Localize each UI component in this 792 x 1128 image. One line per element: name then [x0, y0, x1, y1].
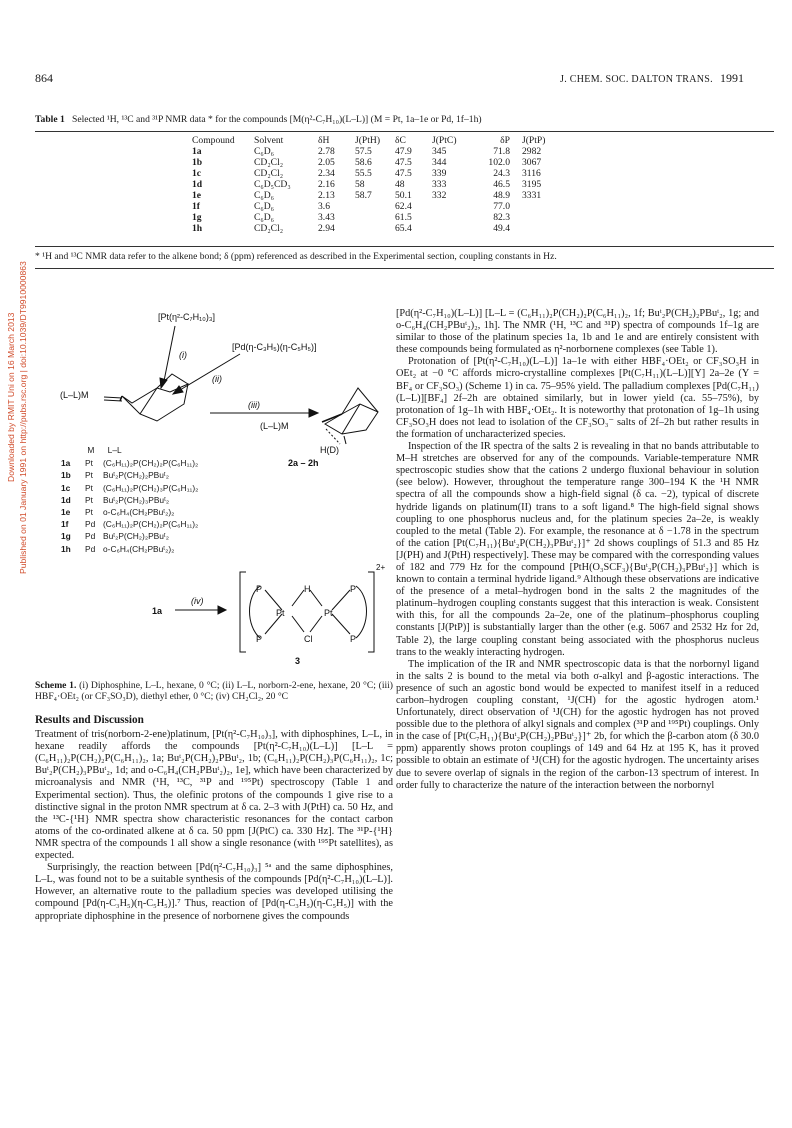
compound-metal: Pd — [85, 519, 96, 530]
table-cell — [522, 212, 562, 223]
table-cell — [522, 223, 562, 234]
compound-metal: Pt — [85, 482, 93, 493]
arrow-head — [309, 409, 318, 417]
arrow-ii — [180, 354, 240, 390]
scheme-caption-text: (i) Diphosphine, L–L, hexane, 0 °C; (ii) L–L, norborn-2-ene, hexane, 20 °C; (iii) HBF₄·OEt₂ (or CF₃SO₃D), diethyl ether, 0 °C; (iv) CH₂Cl₂, 20 °C — [35, 680, 394, 702]
compound-key: 1a — [61, 458, 71, 469]
list-item — [61, 494, 198, 506]
table-caption-text: Selected ¹H, ¹³C and ³¹P NMR data * for the compounds [M(η²-C₇H₁₀)(L–L)] (M = Pt, 1a–1e or Pd, 1f–1h) — [71, 114, 482, 125]
dimer-atom: P — [256, 584, 263, 594]
table-cell: 65.4 — [395, 223, 412, 234]
table-footnote: * ¹H and ¹³C NMR data refer to the alkene bond; δ (ppm) referenced as described in the Experimental section, coupling constants in Hz. — [35, 251, 557, 262]
table-cell: 55.5 — [355, 168, 372, 179]
table-cell: 50.1 — [395, 190, 412, 201]
table-cell: C₆D₆ — [254, 190, 275, 201]
table-cell: 1h — [192, 223, 203, 234]
table-cell: 71.8 — [493, 146, 510, 157]
list-ll-header: L–L — [107, 445, 122, 455]
section-heading: Results and Discussion — [35, 714, 144, 726]
table-cell: C₆D₆ — [254, 212, 275, 223]
hd-label: H(D) — [320, 445, 339, 455]
table-row — [192, 179, 562, 190]
table-cell: 49.4 — [493, 223, 510, 234]
table-cell — [432, 212, 472, 223]
table-cell: 1d — [192, 179, 203, 190]
table-cell: 1c — [192, 168, 202, 179]
table-cell: 61.5 — [395, 212, 412, 223]
table-cell: 48 — [395, 179, 405, 190]
list-item — [61, 543, 198, 555]
table-row — [192, 201, 562, 212]
table-row — [192, 212, 562, 223]
table-cell — [432, 201, 472, 212]
compound-ligand: o-C₆H₄(CH₂PBuᵗ₂)₂ — [103, 543, 175, 554]
table-cell: 2.78 — [318, 146, 335, 157]
table-row — [192, 223, 562, 234]
dimer-atom: P — [256, 634, 263, 644]
table-cell: 339 — [432, 168, 447, 179]
table-cell: 46.5 — [493, 179, 510, 190]
table-cell: 47.5 — [395, 157, 412, 168]
table-cell: 1e — [192, 190, 202, 201]
product-1a-label: 1a — [152, 606, 163, 616]
table-cell — [432, 223, 472, 234]
dimer-atom: H — [304, 584, 311, 594]
table-cell: 345 — [432, 146, 447, 157]
dimer-atom: P — [350, 634, 357, 644]
paragraph: Inspection of the IR spectra of the salts 2 is revealing in that no bands attributable to M–H stretches are observed for any of the compounds. Variable-temperature NMR spectroscopic studies show that the cations 2 undergo fluxional behaviour in solution (see below). However, throughout the temperature range 300–194 K the ¹H NMR spectra of all the compounds show a high-field signal (δ ca. −2), typical of discrete hydride ligands on platinum(II) trans to a soft ligand.⁸ The high-field signal shows coupling to one phosphorus nucleus and, for the platinum species 2a–2e, is weakly coupled to the metal (Table 2). For example, the resonance at δ −1.78 in the spectrum of the cation [Pt(C₇H₁₁){Buᵗ₂P(CH₂)₃PBuᵗ₂}]⁺ 2d shows couplings of 51.3 and 85 Hz [J(PH) and J(PtH) respectively]. These may be compared with the corresponding values of 182 and 779 Hz for the compound [PtH(O₃SCF₃){Buᵗ₂P(CH₂)₃PBuᵗ₂}] which is known to contain a terminal hydride ligand.⁹ Although these observations are indicative of the presence of a metal–hydrogen bond in the salts 2 the magnitudes of the platinum–hydrogen coupling constants suggest that this interaction is weak. Consistent with this, for all the compounds 2a–2e, one of the platinum–phosphorus coupling constants [J(PtP)] is substantially larger than the other (e.g. 5067 and 2532 Hz for 2d, Table 2), the large coupling constant being associated with the phosphorus nucleus trans to the weakly interacting hydrogen. — [396, 441, 759, 658]
compound-metal: Pt — [85, 458, 93, 469]
table-top-rule — [35, 131, 774, 132]
col-header: δP — [500, 135, 510, 146]
compound-metal: Pd — [85, 543, 96, 554]
list-item — [61, 457, 198, 469]
table-cell: 3.43 — [318, 212, 335, 223]
table-cell: 82.3 — [493, 212, 510, 223]
compound-ligand: (C₆H₁₁)₂P(CH₂)₂P(C₆H₁₁)₂ — [103, 519, 199, 530]
table-cell: 24.3 — [493, 168, 510, 179]
table-cell: 47.5 — [395, 168, 412, 179]
list-item — [61, 506, 198, 518]
list-item — [61, 518, 198, 530]
table-cell: CD₂Cl₂ — [254, 223, 284, 234]
table-cell: 48.9 — [493, 190, 510, 201]
table-cell: 3067 — [522, 157, 542, 168]
scheme-caption-label: Scheme 1. — [35, 680, 77, 691]
norbornene-left — [104, 374, 188, 421]
journal-name: J. CHEM. SOC. DALTON TRANS. — [560, 74, 713, 85]
compound-key: 1g — [61, 531, 71, 542]
table-cell: 3331 — [522, 190, 542, 201]
step-i-label: (i) — [179, 350, 187, 360]
left-complex-label: (L–L)M — [60, 390, 89, 400]
step-iii-label: (iii) — [248, 400, 260, 410]
pt-reagent-label: [Pt(η²-C₇H₁₀)₃] — [158, 312, 216, 322]
charge-label: 2+ — [376, 563, 386, 572]
table-row — [192, 190, 562, 201]
table-cell: 2.94 — [318, 223, 335, 234]
step-ii-label: (ii) — [212, 374, 222, 384]
col-header: δC — [395, 135, 406, 146]
table-cell: 344 — [432, 157, 447, 168]
doi-watermark: Published on 01 January 1991 on http://pubs.rsc.org | doi:10.1039/DT9910000863 — [18, 261, 28, 574]
dimer-atom: P — [350, 584, 357, 594]
table-cell: 102.0 — [488, 157, 510, 168]
table-cell: 58.7 — [355, 190, 372, 201]
paragraph: [Pd(η²-C₇H₁₀)(L–L)] [L–L = (C₆H₁₁)₂P(CH₂)₂P(C₆H₁₁)₂, 1f; Buᵗ₂P(CH₂)₂PBuᵗ₂, 1g; and o-C₆H₄(CH₂PBuᵗ₂)₂, 1h]. The NMR (¹H, ¹³C and ³¹P) spectra of compounds 1f–1g are similar to those of the platinum species 1a, 1b and 1e and are entirely consistent with these compounds being formulated as η²-norbornene complexes (see Table 1). — [396, 308, 759, 356]
table-cell: CD₂Cl₂ — [254, 157, 284, 168]
table-cell: C₆D₅CD₃ — [254, 179, 291, 190]
table-row — [192, 168, 562, 179]
table-cell: 62.4 — [395, 201, 412, 212]
norbornyl-right — [322, 388, 378, 444]
col-header: J(PtH) — [355, 135, 381, 146]
pd-reagent-label: [Pd(η-C₃H₅)(η-C₅H₅)] — [232, 342, 317, 352]
compound-ligand: o-C₆H₄(CH₂PBuᵗ₂)₂ — [103, 507, 175, 518]
table-cell — [355, 223, 395, 234]
table-end-rule — [35, 268, 774, 269]
table-cell: 1a — [192, 146, 202, 157]
table-cell: 2.34 — [318, 168, 335, 179]
table-cell: 2982 — [522, 146, 542, 157]
table-row — [192, 157, 562, 168]
list-item — [61, 530, 198, 542]
col-header: Solvent — [254, 135, 284, 146]
table-cell: 2.05 — [318, 157, 335, 168]
list-m-header: M — [87, 445, 95, 455]
journal-year: 1991 — [719, 71, 744, 85]
table-cell: C₆D₆ — [254, 201, 275, 212]
table-caption — [35, 114, 775, 125]
dimer-atom: Cl — [304, 634, 313, 644]
nmr-data-table — [192, 135, 562, 234]
compound-metal: Pt — [85, 507, 93, 518]
table-cell: 58 — [355, 179, 365, 190]
bracket-right — [368, 572, 374, 652]
product-2-label: 2a – 2h — [288, 458, 319, 468]
product-3-label: 3 — [295, 656, 301, 666]
compound-key: 1b — [61, 470, 71, 481]
table-cell: 57.5 — [355, 146, 372, 157]
table-cell: 58.6 — [355, 157, 372, 168]
step-iv-label: (iv) — [191, 596, 204, 606]
compound-key: 1h — [61, 543, 71, 554]
col-header: J(PtP) — [522, 135, 546, 146]
compound-key: 1c — [61, 482, 71, 493]
table-cell: 2.13 — [318, 190, 335, 201]
compound-key: 1d — [61, 494, 71, 505]
col-header: Compound — [192, 135, 235, 146]
journal-header — [560, 71, 744, 86]
page-number: 864 — [35, 71, 53, 85]
compound-key: 1f — [61, 519, 69, 530]
table-header-row — [192, 135, 562, 146]
compound-ligand: (C₆H₁₁)₂P(CH₂)₃P(C₆H₁₁)₂ — [103, 482, 199, 493]
paragraph: Treatment of tris(norborn-2-ene)platinum, [Pt(η²-C₇H₁₀)₃], with diphosphines, L–L, in hexane readily affords the compounds [Pt(η²-C₇H₁₀)(L–L)] [L–L = (C₆H₁₁)₂P(CH₂)₂P(C₆H₁₁)₂, 1a; Buᵗ₂P(CH₂)₂PBuᵗ₂, 1b; (C₆H₁₁)₂P(CH₂)₃P(C₆H₁₁)₂, 1c; Buᵗ₂P(CH₂)₃PBuᵗ₂, 1d; and o-C₆H₄(CH₂PBuᵗ₂)₂, 1e], which have been characterized by microanalysis and NMR (¹H, ¹³C, ³¹P and ¹⁹⁵Pt) spectroscopy (Table 1 and Experimental section). Thus, the olefinic protons of the compounds 1 give rise to a distinctive signal in the proton NMR spectrum at δ ca. 2–3 with J(PtH) ca. 50 Hz, and the ¹³C-{¹H} NMR spectra show characteristic resonances for the contact carbon atoms of the co-ordinated alkene at δ ca. 50 ppm [J(PtC) ca. 330 Hz]. The ³¹P-{¹H} NMR spectra of the compounds 1 all show a single resonance (with ¹⁹⁵Pt satellites), as expected. — [35, 729, 393, 862]
table-cell: 1f — [192, 201, 200, 212]
table-cell — [355, 201, 395, 212]
compound-ligand: (C₆H₁₁)₂P(CH₂)₂P(C₆H₁₁)₂ — [103, 458, 199, 469]
download-watermark: Downloaded by RMIT Uni on 16 March 2013 — [6, 312, 16, 482]
compound-ligand: Buᵗ₂P(CH₂)₂PBuᵗ₂ — [103, 531, 170, 542]
dimer-atom: Pt — [324, 608, 333, 618]
table-cell: 2.16 — [318, 179, 335, 190]
table-cell: 1b — [192, 157, 203, 168]
list-item — [61, 469, 198, 481]
bracket-left — [240, 572, 246, 652]
col-header: δH — [318, 135, 330, 146]
table-label: Table 1 — [35, 114, 65, 125]
compound-ligand: Buᵗ₂P(CH₂)₃PBuᵗ₂ — [103, 494, 170, 505]
paragraph: Surprisingly, the reaction between [Pd(η²-C₇H₁₀)₃] ⁵ᵃ and the same diphosphines, L–L, was found not to be a suitable synthesis of the compounds [Pd(η²-C₇H₁₀)(L–L)]. However, an alternative route to the palladium species was developed utilising the compound [Pd(η-C₃H₅)(η-C₅H₅)].⁷ Thus, reaction of [Pd(η-C₃H₅)(η-C₅H₅)] with the appropriate diphosphine in the presence of norbornene gives the compounds — [35, 862, 393, 922]
paragraph: Protonation of [Pt(η²-C₇H₁₀)(L–L)] 1a–1e with either HBF₄·OEt₂ or CF₃SO₃H in OEt₂ at −0 °C affords micro-crystalline complexes [Pt(C₇H₁₁)(L–L)][Y] 2a–2e (Y = BF₄ or CF₃SO₃) (Scheme 1) in ca. 75–95% yield. The palladium complexes [Pd(C₇H₁₁)(L–L)][BF₄] 2f–2h are obtained similarly, but in lower yield (ca. 55–75%), by protonation of 1g–1h with HBF₄·OEt₂. It is noteworthy that protonation of 1g–1h using CF₃SO₃H does not lead to isolation of the CF₃SO₃⁻ salts of 2f–2h but rather results in the formation of uncharacterized species. — [396, 356, 759, 440]
arrow-i — [164, 326, 175, 381]
table-cell: 1g — [192, 212, 202, 223]
dimer-atom: Pt — [276, 608, 285, 618]
table-cell: 332 — [432, 190, 447, 201]
compound-metal: Pd — [85, 531, 96, 542]
compound-ligand: Buᵗ₂P(CH₂)₂PBuᵗ₂ — [103, 470, 170, 481]
table-cell: C₆D₆ — [254, 146, 275, 157]
compound-metal: Pt — [85, 494, 93, 505]
table-row — [192, 146, 562, 157]
table-cell — [355, 212, 395, 223]
left-column — [35, 714, 393, 923]
compound-key: 1e — [61, 507, 71, 518]
scheme-caption — [35, 680, 393, 702]
compound-list — [61, 444, 198, 555]
table-cell — [522, 201, 562, 212]
table-cell: CD₂Cl₂ — [254, 168, 284, 179]
arrow-head — [218, 606, 226, 614]
list-header — [61, 444, 198, 456]
table-cell: 3116 — [522, 168, 541, 179]
paragraph: The implication of the IR and NMR spectroscopic data is that the norbornyl ligand in the salts 2 is bound to the metal via both σ-alkyl and β-agostic interactions. The presence of such an agostic bond would be expected to manifest itself in a reduced carbon–hydrogen coupling constant, ¹J(CH) for the agostic hydrogen atom.¹ Unfortunately, direct observation of ¹J(CH) for the agostic hydrogen has not proved possible due to the plethora of alkyl signals and complex (³¹P and ¹⁹⁵Pt) couplings. Only in the case of [Pt(C₇H₁₁){Buᵗ₂P(CH₂)₂PBuᵗ₂}]⁺ 2b, for which the β-carbon atom (δ 30.0 ppm) apparently shows proton couplings of 149 and 64 Hz at 195 K, has it proved possible to obtain an estimate of ¹J(CH) for the agostic hydrogen. The uncertainty arises due to severe overlap of signals in the region of the carbon-13 spectrum of interest. In order fully to characterize the nature of the interaction between the norbornyl — [396, 658, 759, 791]
col-header: J(PtC) — [432, 135, 457, 146]
table-cell: 333 — [432, 179, 447, 190]
compound-metal: Pt — [85, 470, 93, 481]
right-complex-label: (L–L)M — [260, 421, 289, 431]
table-bottom-rule — [35, 246, 774, 247]
list-item — [61, 482, 198, 494]
table-cell: 77.0 — [493, 201, 510, 212]
table-cell: 3195 — [522, 179, 542, 190]
table-cell: 47.9 — [395, 146, 412, 157]
table-cell: 3.6 — [318, 201, 330, 212]
right-column — [396, 308, 759, 792]
